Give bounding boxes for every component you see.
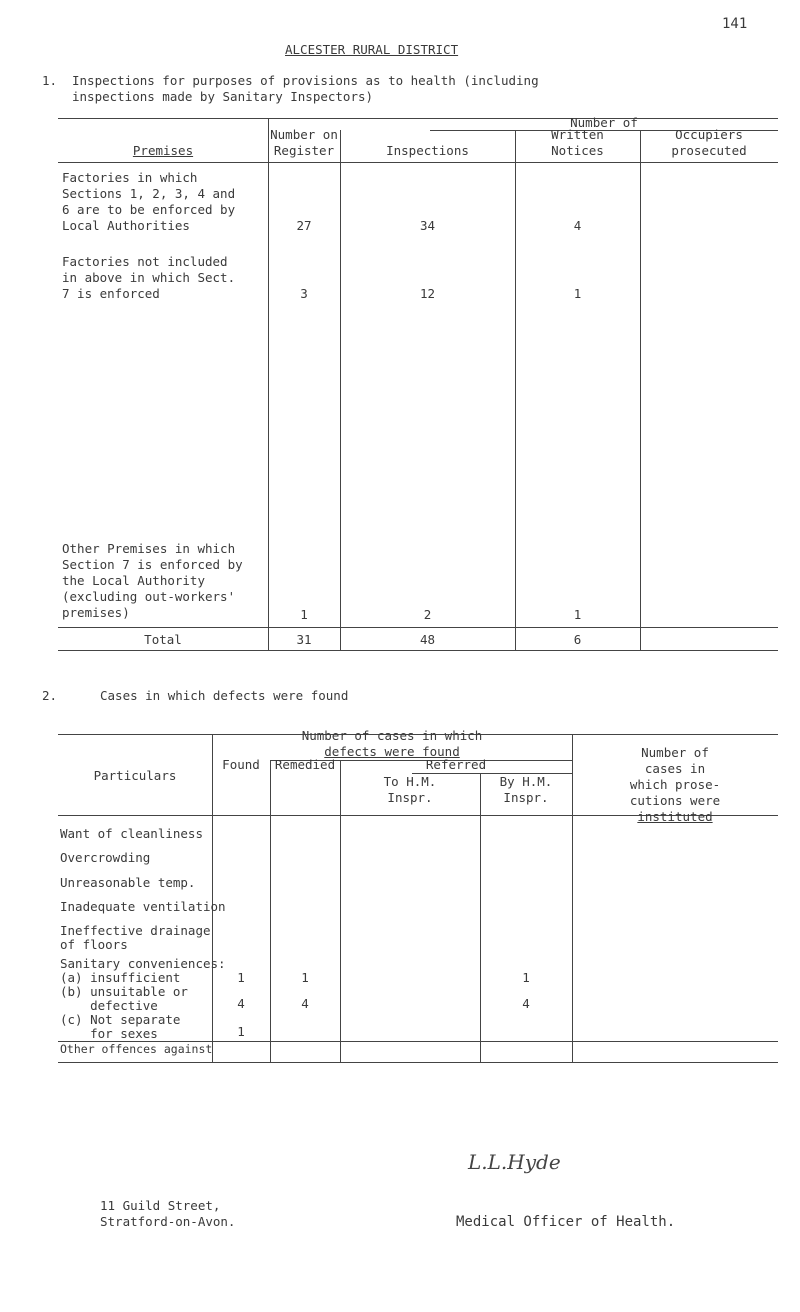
premises-header: Premises: [132, 143, 194, 158]
found-header: Found: [222, 757, 260, 772]
particulars-label: Inadequate ventilation: [60, 899, 226, 914]
premises-label: in above in which Sect.: [62, 270, 236, 285]
premises-label: premises): [62, 605, 130, 620]
inspections-value: 2: [423, 607, 432, 622]
register-value: 1: [300, 607, 308, 622]
particulars-header: Particulars: [93, 768, 177, 783]
written-notices-header-line1: Written: [551, 127, 604, 142]
address-line1: 11 Guild Street,: [100, 1198, 221, 1213]
notices-value: 1: [573, 286, 582, 301]
particulars-label: (a) insufficient: [60, 970, 181, 985]
district-title: ALCESTER RURAL DISTRICT: [285, 42, 459, 57]
particulars-label: Unreasonable temp.: [60, 875, 196, 890]
prosecutions-header-line5: instituted: [637, 809, 713, 824]
remedied-value: 4: [301, 996, 309, 1011]
by-hmi-value: 1: [522, 970, 530, 985]
inspections-header: Inspections: [386, 143, 469, 158]
particulars-label: (c) Not separate: [60, 1012, 181, 1027]
register-value: 3: [300, 286, 308, 301]
occupiers-prosecuted-header-line2: prosecuted: [671, 143, 747, 158]
to-hmi-header-line2: Inspr.: [387, 790, 433, 805]
page-number: 141: [722, 16, 748, 32]
prosecutions-header-line3: which prose-: [629, 777, 721, 792]
found-value: 1: [237, 970, 245, 985]
occupiers-prosecuted-header-line1: Occupiers: [675, 127, 743, 142]
section1-title-line2: inspections made by Sanitary Inspectors): [72, 89, 374, 104]
section1-title-line1: Inspections for purposes of provisions as to health (including: [72, 73, 539, 88]
premises-label: 6 are to be enforced by: [62, 202, 236, 217]
premises-label: 7 is enforced: [62, 286, 160, 301]
particulars-label: Want of cleanliness: [60, 826, 203, 841]
to-hmi-header-line1: To H.M.: [383, 774, 437, 789]
particulars-label: defective: [60, 998, 158, 1013]
written-notices-header-line2: Notices: [551, 143, 604, 158]
particulars-label: Other offences against: [60, 1042, 213, 1056]
particulars-label: Sanitary conveniences:: [60, 956, 226, 971]
address-line2: Stratford-on-Avon.: [100, 1214, 236, 1229]
premises-label: Section 7 is enforced by: [62, 557, 243, 572]
remedied-value: 1: [301, 970, 309, 985]
by-hmi-header-line1: By H.M.: [499, 774, 553, 789]
notices-value: 4: [573, 218, 582, 233]
premises-label: Factories in which: [62, 170, 198, 185]
premises-label: Sections 1, 2, 3, 4 and: [62, 186, 236, 201]
section2-number: 2.: [42, 688, 58, 703]
prosecutions-header-line1: Number of: [641, 745, 709, 760]
particulars-label: of floors: [60, 937, 128, 952]
premises-label: (excluding out-workers': [62, 589, 236, 604]
number-of-header: Number of: [570, 115, 638, 130]
inspections-value: 34: [419, 218, 436, 233]
inspections-value: 12: [419, 286, 436, 301]
by-hmi-header-line2: Inspr.: [503, 790, 549, 805]
inspections-total: 48: [419, 632, 436, 647]
prosecutions-header-line4: cutions were: [629, 793, 721, 808]
premises-label: the Local Authority: [62, 573, 205, 588]
register-total: 31: [296, 632, 312, 647]
by-hmi-value: 4: [522, 996, 530, 1011]
register-value: 27: [296, 218, 312, 233]
number-on-register-header-line2: Register: [273, 143, 335, 158]
referred-header: Referred: [425, 757, 487, 772]
particulars-label: Overcrowding: [60, 850, 151, 865]
premises-label: Factories not included: [62, 254, 228, 269]
found-value: 1: [237, 1024, 245, 1039]
number-on-register-header-line1: Number on: [270, 127, 338, 142]
particulars-label: (b) unsuitable or: [60, 984, 188, 999]
total-label: Total: [144, 632, 182, 647]
cases-defects-header-line1: Number of cases in which: [301, 728, 483, 743]
prosecutions-header-line2: cases in: [644, 761, 706, 776]
remedied-header: Remedied: [274, 757, 336, 772]
cases-defects-header-line2: defects were found: [324, 744, 460, 759]
found-value: 4: [237, 996, 245, 1011]
particulars-label: for sexes: [60, 1026, 158, 1041]
section2-title: Cases in which defects were found: [100, 688, 349, 703]
notices-value: 1: [573, 607, 582, 622]
particulars-label: Ineffective drainage: [60, 923, 211, 938]
officer-title: Medical Officer of Health.: [456, 1214, 676, 1230]
premises-label: Other Premises in which: [62, 541, 236, 556]
premises-label: Local Authorities: [62, 218, 190, 233]
signature: L.L.Hyde: [468, 1150, 561, 1174]
section1-number: 1.: [42, 73, 58, 88]
notices-total: 6: [573, 632, 582, 647]
